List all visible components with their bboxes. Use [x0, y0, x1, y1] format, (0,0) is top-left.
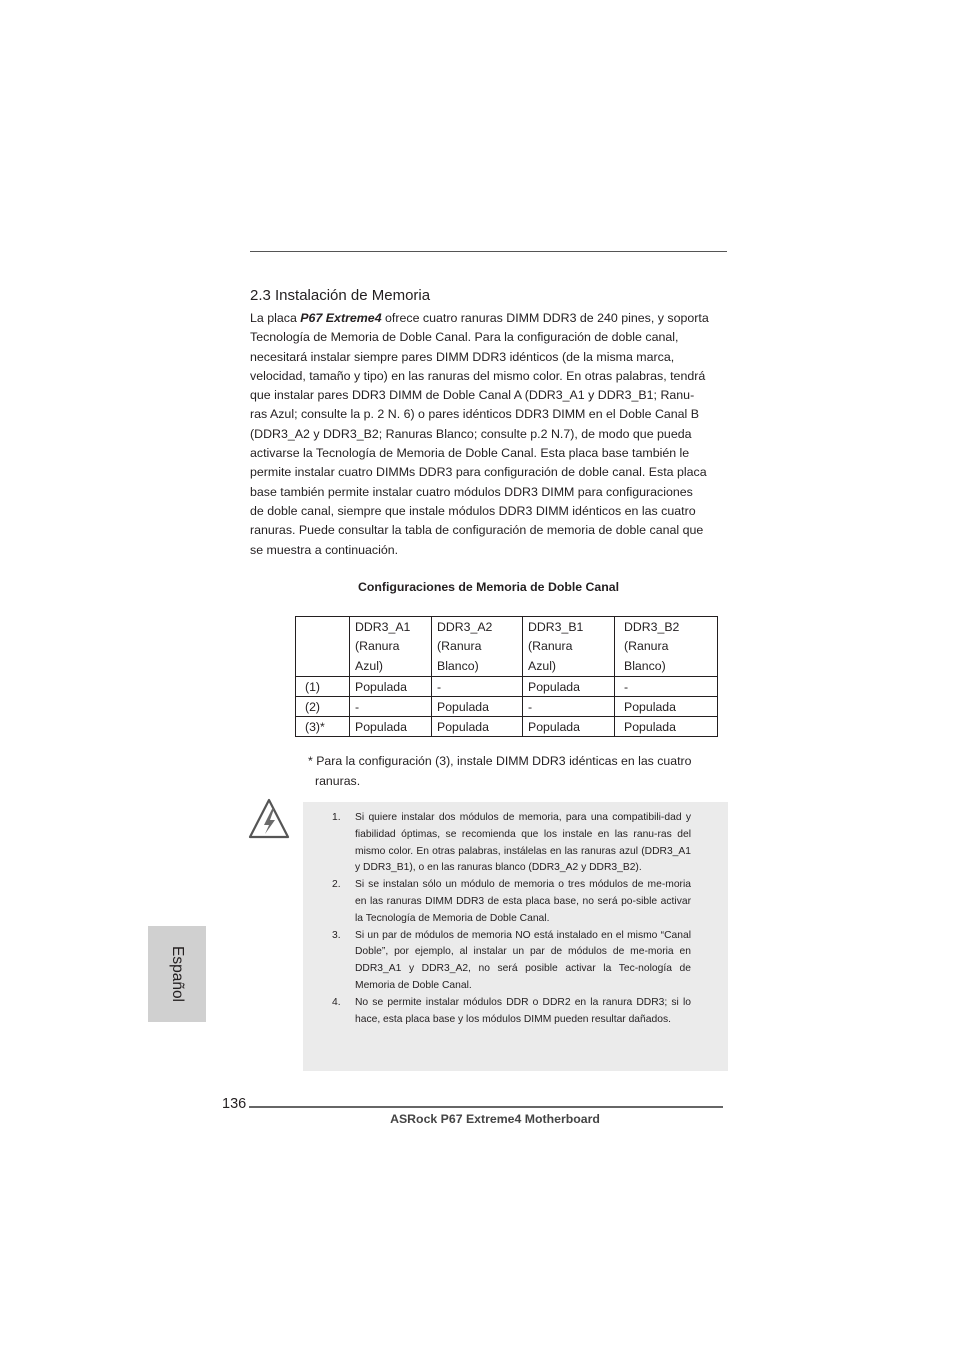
note-number: 3. — [332, 929, 341, 941]
table-cell: (3)* — [296, 716, 350, 736]
intro-line: (DDR3_A2 y DDR3_B2; Ranuras Blanco; consulte p.2 N.7), de modo que pueda — [250, 426, 692, 441]
table-cell: Populada — [615, 716, 718, 736]
intro-line: ras Azul; consulte la p. 2 N. 6) o pares idénticos DDR3 DIMM en el Doble Canal B — [250, 407, 700, 422]
memory-config-table — [295, 616, 718, 737]
note-item — [303, 810, 691, 877]
note-number: 4. — [332, 996, 341, 1008]
notes-list — [303, 810, 691, 1028]
table-caption: Configuraciones de Memoria de Doble Canal — [357, 580, 619, 594]
notes-box — [303, 802, 728, 1071]
intro-line: necesitará instalar siempre pares DIMM DDR3 idénticos (de la misma marca, — [250, 349, 675, 364]
table-row — [296, 716, 718, 736]
intro-line: se muestra a continuación. — [250, 542, 399, 557]
section-title: 2.3 Instalación de Memoria — [250, 287, 431, 304]
board-model: P67 Extreme4 — [300, 311, 382, 325]
table-cell: Populada — [523, 676, 615, 696]
note-text: Si quiere instalar dos módulos de memoria, para una compatibili-dad y fiabilidad óptimas, se recomienda que los instale en las ranu-ras del mismo color. En otras palabras, instálelas en las ranuras azul (DDR3_A1 y DDR3_B1), o en las ranuras blanco (DDR3_A2 y DDR3_B2). — [355, 812, 691, 874]
intro-line: activarse la Tecnología de Memoria de Doble Canal. Esta placa base también le — [250, 446, 690, 461]
page-number: 136 — [222, 1096, 247, 1112]
top-divider — [250, 251, 727, 252]
header-cell: DDR3_B1 (Ranura Azul) — [523, 617, 615, 677]
note-text: Si se instalan sólo un módulo de memoria o tres módulos de me-moria en las ranuras DIMM DDR3 de esta placa base, no será po-sible activar la Tecnología de Memoria de Doble Canal. — [355, 879, 691, 924]
table-cell: Populada — [523, 716, 615, 736]
note-item — [303, 928, 691, 995]
table-cell: - — [350, 696, 432, 716]
intro-line: base también permite instalar cuatro módulos DDR3 DIMM para configuraciones — [250, 484, 693, 499]
table-cell: (2) — [296, 696, 350, 716]
intro-line: La placa P67 Extreme4 ofrece cuatro ranuras DIMM DDR3 de 240 pines, y soporta — [250, 311, 709, 325]
header-cell: DDR3_A2 (Ranura Blanco) — [432, 617, 523, 677]
table-cell: Populada — [432, 716, 523, 736]
intro-line: velocidad, tamaño y tipo) en las ranuras del mismo color. En otras palabras, tendrá — [250, 368, 706, 383]
language-tab-label: Español — [169, 945, 186, 1003]
table-cell: - — [615, 676, 718, 696]
table-cell: - — [432, 676, 523, 696]
language-tab — [148, 926, 206, 1022]
table-footnote — [308, 751, 718, 791]
note-item — [303, 877, 691, 927]
table-cell: Populada — [350, 676, 432, 696]
intro-line: permite instalar cuatro DIMMs DDR3 para configuración de doble canal. Esta placa — [250, 465, 707, 480]
note-text: No se permite instalar módulos DDR o DDR2 en la ranura DDR3; si lo hace, esta placa base y los módulos DIMM pueden resultar dañados. — [355, 996, 691, 1025]
intro-line: ranuras. Puede consultar la tabla de configuración de memoria de doble canal que — [250, 523, 704, 538]
table-cell: (1) — [296, 676, 350, 696]
header-cell: DDR3_A1 (Ranura Azul) — [350, 617, 432, 677]
table-cell: Populada — [350, 716, 432, 736]
footnote-line-2: ranuras. — [315, 774, 361, 788]
intro-line: Tecnología de Memoria de Doble Canal. Para la configuración de doble canal, — [250, 330, 679, 345]
table-row — [296, 696, 718, 716]
table-row — [296, 676, 718, 696]
table-header-row — [296, 617, 718, 677]
intro-paragraph — [250, 309, 730, 560]
table-cell: - — [523, 696, 615, 716]
table-cell: Populada — [615, 696, 718, 716]
note-item — [303, 995, 691, 1029]
note-text: Si un par de módulos de memoria NO está instalado en el mismo “Canal Doble”, por ejemplo, al instalar un par de módulos de me-moria en DDR3_A1 y DDR3_A2, no será posible activar la Tec-nología de Memoria de Doble Canal. — [355, 929, 691, 991]
footer-divider — [249, 1106, 723, 1108]
footer-title: ASRock P67 Extreme4 Motherboard — [390, 1112, 600, 1126]
warning-triangle-icon — [248, 798, 290, 840]
intro-line: de doble canal, siempre que instale módulos DDR3 DIMM idénticos en las cuatro — [250, 503, 696, 518]
header-cell: DDR3_B2 (Ranura Blanco) — [615, 617, 718, 677]
note-number: 1. — [332, 812, 341, 823]
table-cell: Populada — [432, 696, 523, 716]
intro-line: que instalar pares DDR3 DIMM de Doble Canal A (DDR3_A1 y DDR3_B1; Ranu- — [250, 388, 695, 403]
footnote-line-1: * Para la configuración (3), instale DIMM DDR3 idénticas en las cuatro — [308, 754, 692, 768]
header-cell — [296, 617, 350, 677]
note-number: 2. — [332, 879, 341, 891]
